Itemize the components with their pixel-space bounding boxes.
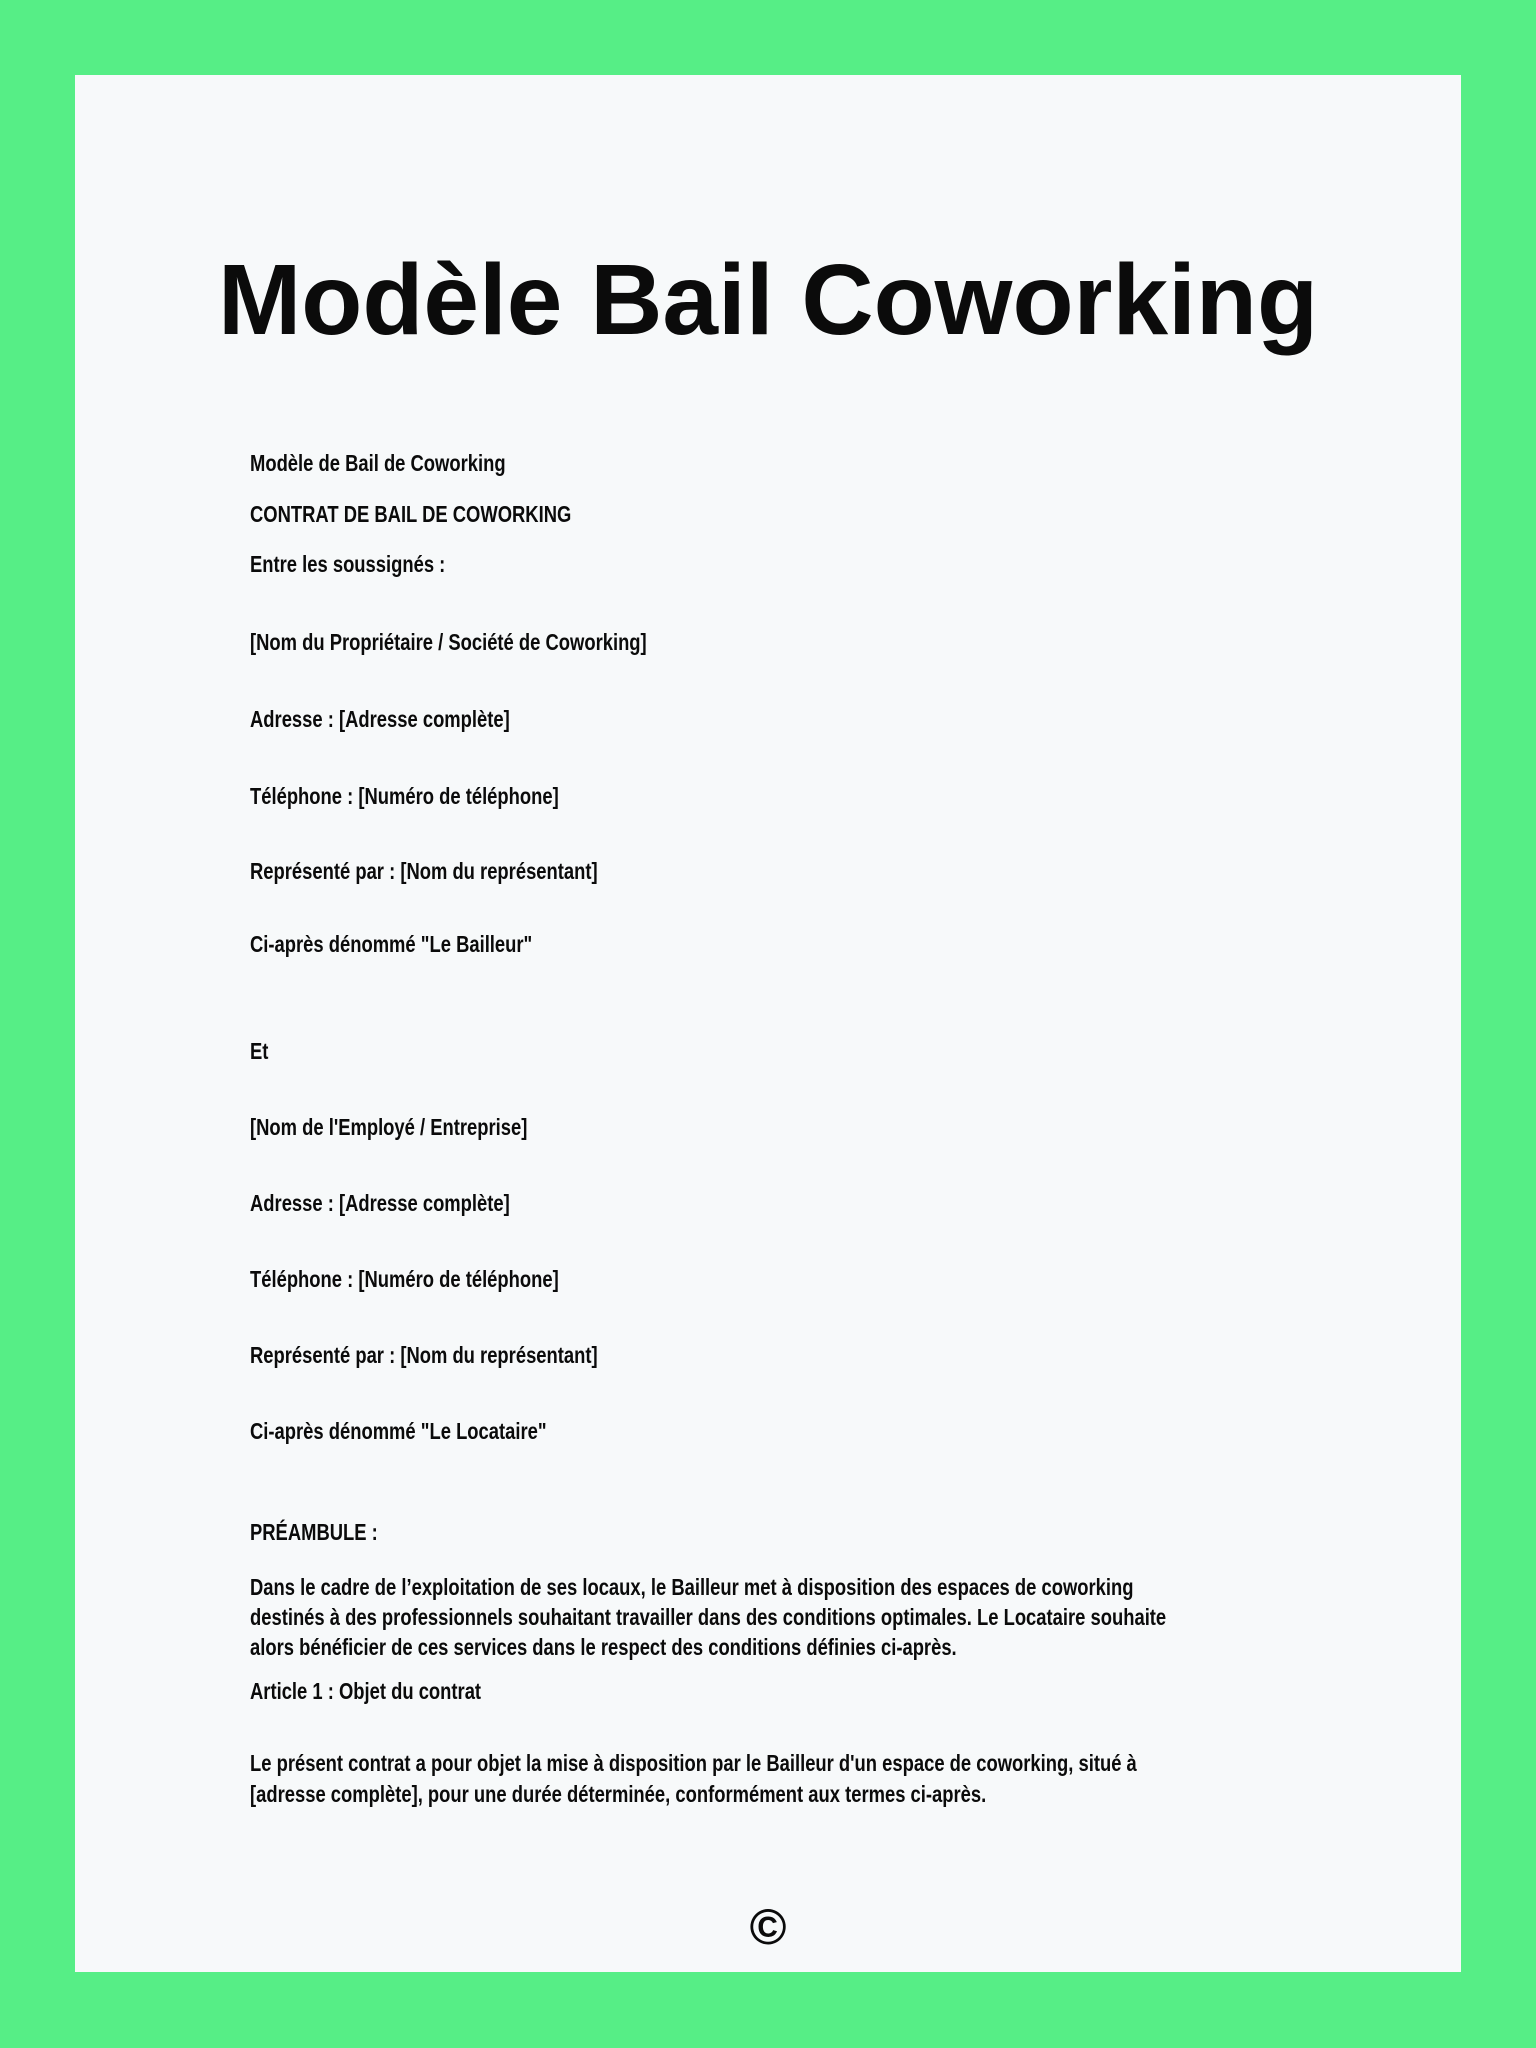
preamble-heading: PRÉAMBULE : [250, 1519, 378, 1545]
locataire-name-line: [Nom de l'Employé / Entreprise] [250, 1114, 528, 1140]
page-title: Modèle Bail Coworking [217, 244, 1319, 356]
article1-line: [adresse complète], pour une durée déterminée, conformément aux termes ci-après. [250, 1781, 987, 1807]
bailleur-designation-line: Ci-après dénommé "Le Bailleur" [250, 931, 533, 957]
conjunction-et: Et [250, 1038, 269, 1064]
preamble-line: Dans le cadre de l’exploitation de ses locaux, le Bailleur met à disposition des espaces de coworking [250, 1574, 1134, 1600]
bailleur-address-line: Adresse : [Adresse complète] [250, 706, 510, 732]
bailleur-name-line: [Nom du Propriétaire / Société de Coworking] [250, 629, 647, 655]
locataire-representative-line: Représenté par : [Nom du représentant] [250, 1342, 598, 1368]
article1-line: Le présent contrat a pour objet la mise à disposition par le Bailleur d'un espace de coworking, situé à [250, 1750, 1137, 1776]
locataire-phone-line: Téléphone : [Numéro de téléphone] [250, 1266, 559, 1292]
subtitle-line: Modèle de Bail de Coworking [250, 450, 506, 476]
parties-intro: Entre les soussignés : [250, 551, 446, 577]
bailleur-phone-line: Téléphone : [Numéro de téléphone] [250, 783, 559, 809]
locataire-address-line: Adresse : [Adresse complète] [250, 1190, 510, 1216]
contract-heading: CONTRAT DE BAIL DE COWORKING [250, 501, 572, 527]
document-page [75, 75, 1461, 1972]
bailleur-representative-line: Représenté par : [Nom du représentant] [250, 858, 598, 884]
preamble-line: destinés à des professionnels souhaitant travailler dans des conditions optimales. Le Locataire souhaite [250, 1604, 1167, 1630]
copyright-icon: © [749, 1899, 787, 1955]
article1-heading: Article 1 : Objet du contrat [250, 1678, 482, 1704]
preamble-line: alors bénéficier de ces services dans le respect des conditions définies ci-après. [250, 1634, 957, 1660]
locataire-designation-line: Ci-après dénommé "Le Locataire" [250, 1418, 547, 1444]
